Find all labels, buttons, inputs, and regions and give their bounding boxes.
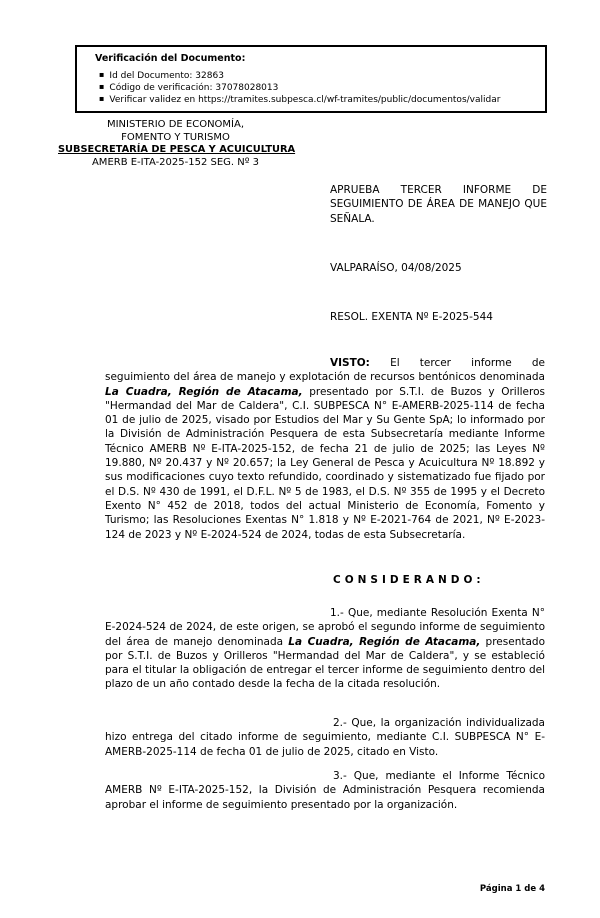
considerando-1-text-1: 1.- Que, mediante Resolución Exenta N° E-2024-524 de 2024, de este origen, se aprobó el segundo informe de seguimiento del área de manejo denominada — [105, 607, 545, 648]
place-date: VALPARAÍSO, 04/08/2025 — [330, 262, 462, 274]
ministry-line-2: FOMENTO Y TURISMO — [121, 131, 230, 143]
ministry-line-1: MINISTERIO DE ECONOMÍA, — [106, 119, 245, 130]
verification-box — [75, 45, 547, 113]
considerando-heading: CONSIDERANDO: — [333, 574, 485, 586]
verification-doc-id: ▪ Id del Documento: 32863 — [99, 70, 535, 82]
visto-text-1: El tercer informe de seguimiento del área de manejo y explotación de recursos bentónicos denominada — [105, 357, 545, 384]
verification-list — [95, 70, 535, 105]
considerando-item-3: 3.- Que, mediante el Informe Técnico AMERB Nº E-ITA-2025-152, la División de Administración Pesquera recomienda aprobar el informe de seguimiento presentado por la organización. — [105, 770, 545, 811]
verification-title: Verificación del Documento: — [95, 53, 246, 64]
amerb-code-line: AMERB E-ITA-2025-152 SEG. Nº 3 — [91, 156, 260, 168]
amerb-area-name-2: La Cuadra, Región de Atacama, — [288, 635, 481, 648]
resolution-subject: APRUEBA TERCER INFORME DE SEGUIMIENTO DE ÁREA DE MANEJO QUE SEÑALA. — [330, 184, 547, 225]
subsecretaria-line: SUBSECRETARÍA DE PESCA Y ACUICULTURA — [58, 144, 296, 156]
considerando-item-2: 2.- Que, la organización individualizada hizo entrega del citado informe de seguimiento, mediante C.I. SUBPESCA N° E-AMERB-2025-114 de fecha 01 de julio de 2025, citado en Visto. — [105, 717, 545, 758]
visto-text-2: presentado por S.T.I. de Buzos y Orilleros "Hermandad del Mar de Caldera", C.I. SUBPESCA N° E-AMERB-2025-114 de fecha 01 de julio de 2025, visado por Estudios del Mar y Su Gente SpA; lo informado por la División de Administración Pesquera de esta Subsecretaría mediante Informe Técnico AMERB Nº E-ITA-2025-152, de fecha 21 de julio de 2025; las Leyes Nº 19.880, Nº 20.437 y Nº 20.657; la Ley General de Pesca y Acuicultura Nº 18.892 y sus modificaciones cuyo texto refundido, coordinado y sistematizado fue fijado por el D.S. Nº 430 de 1991, el D.F.L. Nº 5 de 1983, el D.S. Nº 355 de 1995 y el Decreto Exento N° 452 de 2018, todos del actual Ministerio de Economía, Fomento y Turismo; las Resoluciones Exentas N° 1.818 y Nº E-2021-764 de 2021, Nº E-2023-124 de 2023 y Nº E-2024-524 de 2024, todas de esta Subsecretaría. — [105, 385, 545, 541]
considerando-1-text-2: presentado por S.T.I. de Buzos y Orilleros "Hermandad del Mar de Caldera", y se estableció para el titular la obligación de entregar el tercer informe de seguimiento dentro del plazo de un año contado desde la fecha de la citada resolución. — [105, 635, 545, 691]
letterhead — [58, 119, 296, 169]
verification-code: ▪ Código de verificación: 37078028013 — [99, 82, 535, 94]
amerb-area-name: La Cuadra, Región de Atacama, — [105, 385, 303, 398]
verification-url: ▪ Verificar validez en https://tramites.subpesca.cl/wf-tramites/public/documentos/validar — [99, 94, 535, 106]
considerando-item-1 — [105, 606, 545, 692]
resolution-number: RESOL. EXENTA Nº E-2025-544 — [330, 311, 493, 323]
visto-label: VISTO: — [330, 357, 370, 369]
page-number: Página 1 de 4 — [479, 884, 545, 894]
visto-paragraph — [105, 356, 545, 542]
